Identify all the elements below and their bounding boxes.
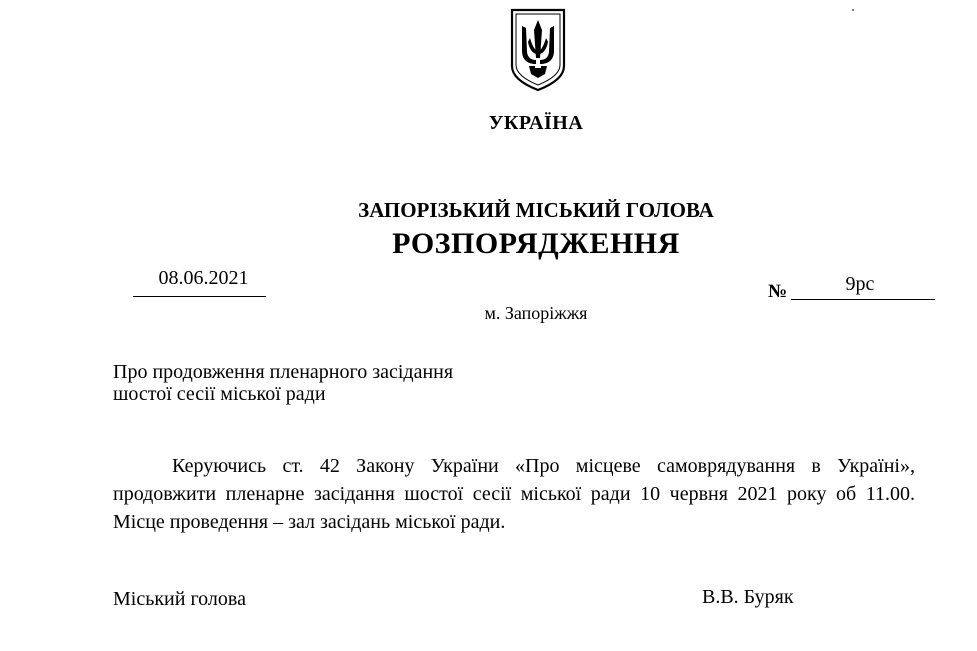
document-date: 08.06.2021 bbox=[158, 267, 249, 289]
number-sign: № bbox=[768, 281, 788, 302]
signer-title: Міський голова bbox=[113, 588, 246, 610]
number-field bbox=[791, 272, 935, 300]
scan-speck bbox=[852, 9, 854, 11]
date-field bbox=[133, 266, 266, 297]
country-heading: УКРАЇНА bbox=[488, 112, 584, 134]
trident-coat-of-arms-icon bbox=[509, 8, 567, 92]
document-number: 9рс bbox=[845, 273, 875, 295]
document-subject bbox=[113, 361, 453, 405]
subject-line-2: шостої сесії міської ради bbox=[113, 383, 326, 405]
authority-heading: ЗАПОРІЗЬКИЙ МІСЬКИЙ ГОЛОВА bbox=[358, 198, 714, 222]
body-paragraph: Керуючись ст. 42 Закону України «Про місцеве самоврядування в Україні», продовжити пленарне засідання шостої сесії міської ради 10 червня 2021 року об 11.00. Місце проведення – зал засідань міської ради. bbox=[113, 455, 915, 533]
subject-line-1: Про продовження пленарного засідання bbox=[113, 361, 454, 383]
city-line: м. Запоріжжя bbox=[484, 303, 588, 323]
signer-name: В.В. Буряк bbox=[702, 586, 794, 608]
document-type-heading: РОЗПОРЯДЖЕННЯ bbox=[392, 227, 680, 260]
